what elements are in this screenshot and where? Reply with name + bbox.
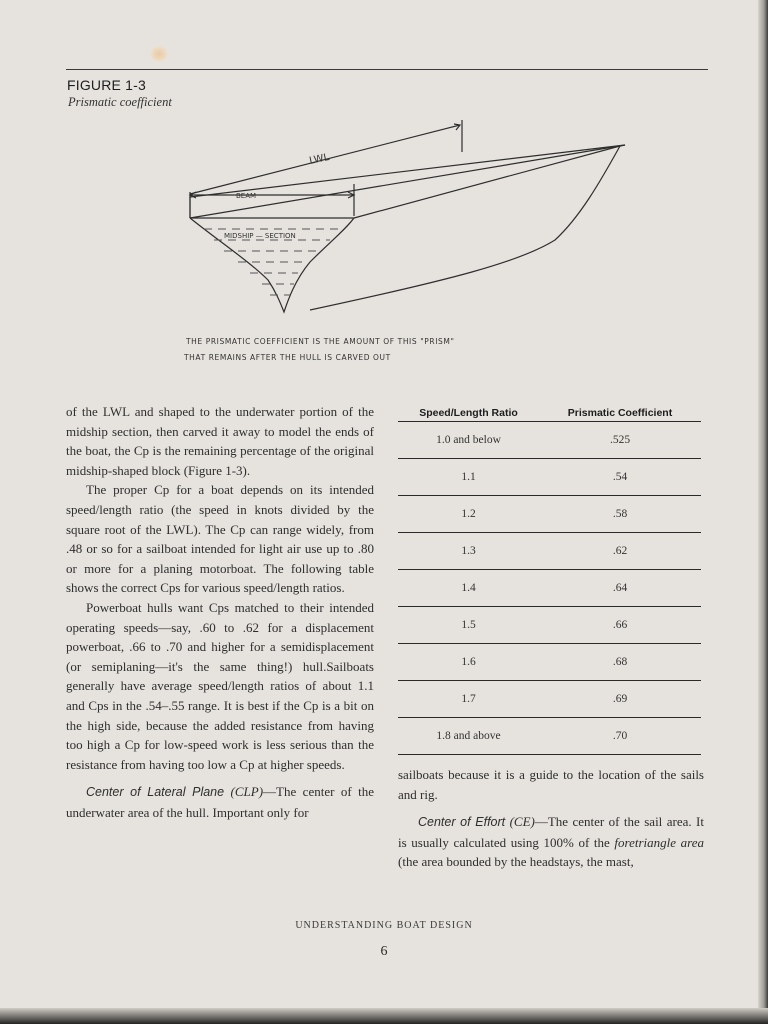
table-cell: .525 <box>609 434 631 446</box>
clp-definition: —The center of the underwater area of the hull. Important only for <box>66 784 374 820</box>
table-cell: 1.7 <box>461 693 476 705</box>
figure-note-line2: THAT REMAINS AFTER THE HULL IS CARVED OUT <box>184 353 391 362</box>
table-row <box>398 569 701 606</box>
clp-abbr: (CLP) <box>230 784 264 800</box>
table-row <box>398 495 701 532</box>
table-cell: .69 <box>612 693 628 705</box>
table-row <box>398 717 701 754</box>
page-edge-right <box>758 0 768 1024</box>
page-stain <box>150 46 168 62</box>
left-paragraph-4 <box>66 782 374 822</box>
beam-label: BEAM <box>236 192 257 200</box>
ce-term: Center of Effort <box>418 815 506 830</box>
clp-term: Center of Lateral Plane <box>86 785 225 800</box>
table-cell: 1.4 <box>461 582 476 594</box>
table-cell: .70 <box>612 730 628 742</box>
ce-definition-b: (the area bounded by the headstays, the mast, <box>398 854 634 870</box>
table-cell: .66 <box>612 619 628 631</box>
header-prismatic: Prismatic Coefficient <box>567 406 673 419</box>
table-cell: 1.1 <box>461 471 476 483</box>
table-cell: 1.6 <box>461 656 476 668</box>
table-cell: .58 <box>612 508 628 520</box>
table-cell: .68 <box>612 656 628 668</box>
table-row <box>398 643 701 680</box>
left-column <box>66 402 374 822</box>
table-row <box>398 421 701 458</box>
hull-profile <box>310 146 620 310</box>
midship-section-label: MIDSHIP — SECTION <box>224 232 296 240</box>
table-row <box>398 532 701 569</box>
table-cell: .62 <box>612 545 628 557</box>
ce-abbr: (CE) <box>509 814 535 830</box>
figure-label: FIGURE 1-3 <box>67 77 147 93</box>
table-row <box>398 680 701 717</box>
right-paragraph-2 <box>398 812 704 872</box>
table-cell: 1.3 <box>461 545 476 557</box>
table-cell: .64 <box>612 582 628 594</box>
figure-caption: Prismatic coefficient <box>68 95 172 109</box>
page-edge-bottom <box>0 1008 768 1024</box>
table-bottom-rule <box>398 754 701 755</box>
prism-diagram <box>180 112 630 374</box>
page-number: 6 <box>380 944 388 959</box>
foretriangle-area-term: foretriangle area <box>614 834 704 850</box>
table-cell: 1.8 and above <box>436 730 501 742</box>
table-row <box>398 458 701 495</box>
right-paragraph-1: sailboats because it is a guide to the location of the sails and rig. <box>398 767 704 802</box>
header-speed-length: Speed/Length Ratio <box>419 406 518 419</box>
table-cell: 1.2 <box>461 508 476 520</box>
top-rule <box>66 69 708 70</box>
running-footer: UNDERSTANDING BOAT DESIGN <box>295 920 473 931</box>
table-cell: .54 <box>612 471 628 483</box>
table-row <box>398 606 701 643</box>
cp-table <box>398 404 701 755</box>
left-paragraph-1: of the LWL and shaped to the underwater portion of the midship section, then carved it away to model the ends of the boat, the Cp is the remaining percentage of the original midship-shaped block (Figure 1-3). <box>66 404 374 478</box>
lwl-label: LWL <box>308 151 331 167</box>
table-header <box>398 404 701 421</box>
left-paragraph-2: The proper Cp for a boat depends on its intended speed/length ratio (the speed in knots divided by the square root of the LWL). The Cp can range widely, from .48 or so for a sailboat intended for light air use up to .80 or more for a planing motorboat. The following table shows the correct Cps for various speed/length ratios. <box>66 482 374 596</box>
right-column <box>398 765 704 872</box>
figure-note-line1: THE PRISMATIC COEFFICIENT IS THE AMOUNT OF THIS "PRISM" <box>186 337 455 346</box>
ce-definition-a: —The center of the sail area. It is usually calculated using 100% of the <box>398 814 704 850</box>
table-cell: 1.0 and below <box>436 434 501 446</box>
left-paragraph-3: Powerboat hulls want Cps matched to their intended operating speeds—say, .60 to .62 for a displacement powerboat, .66 to .70 and higher for a semidisplacement (or semiplaning—it's the same thing!) hull.Sailboats generally have average speed/length ratios of about 1.1 and Cps in the .54–.55 range. It is best if the Cp is a bit on the high side, because the added resistance from having too high a Cp for low-speed work is less serious than the resistance from having too low a Cp at higher speeds. <box>66 599 374 772</box>
table-cell: 1.5 <box>461 619 476 631</box>
